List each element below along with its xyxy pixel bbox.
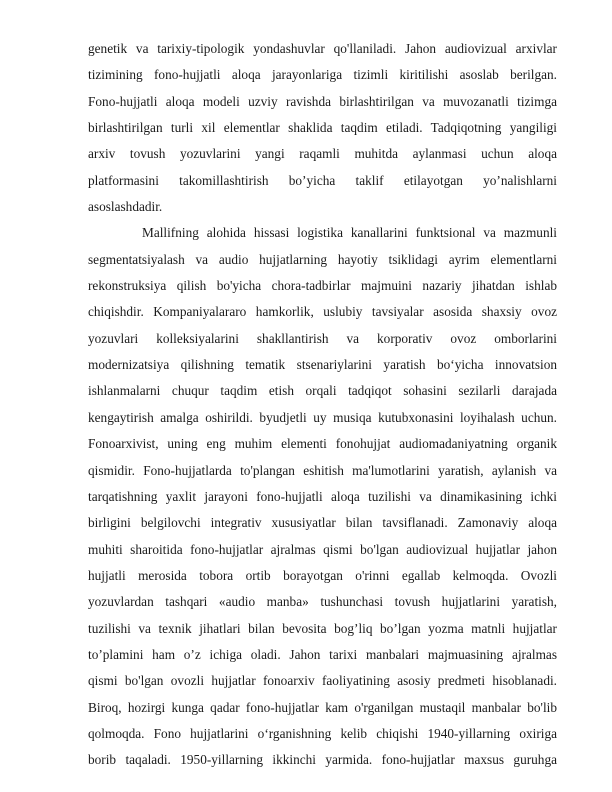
paragraph-1	[88, 36, 557, 220]
paragraph-line: tuzilishi va texnik jihatlari bilan bevosita bog’liq bo’lgan yozma matnli hujjatlar	[88, 620, 557, 636]
paragraph-line: to’plamini ham o’z ichiga oladi. Jahon tarixi manbalari majmuasining ajralmas	[88, 646, 557, 662]
paragraph-line: qolmoqda. Fono hujjatlarini o‘rganishning kelib chiqishi 1940-yillarning oxiriga	[88, 725, 557, 741]
paragraph-line: Mallifning alohida hissasi logistika kanallarini funktsional va mazmunli	[142, 225, 557, 241]
paragraph-line: qismidir. Fono-hujjatlarda to'plangan eshitish ma'lumotlarini yaratish, aylanish va	[88, 462, 557, 478]
paragraph-2	[88, 220, 557, 773]
paragraph-line: tarqatishning yaxlit jarayoni fono-hujjatli aloqa tuzilishi va dinamikasining ichki	[88, 488, 557, 504]
paragraph-line: kengaytirish amalga oshirildi. byudjetli uy musiqa kutubxonasini loyihalash uchun.	[88, 409, 557, 425]
paragraph-line: Biroq, hozirgi kunga qadar fono-hujjatlar kam o'rganilgan mustaqil manbalar bo'lib	[88, 699, 557, 715]
paragraph-line: qismi bo'lgan ovozli hujjatlar fonoarxiv faoliyatining asosiy predmeti hisoblanadi.	[88, 673, 557, 689]
paragraph-line: ishlanmalarni chuqur taqdim etish orqali tadqiqot sohasini sezilarli darajada	[88, 383, 557, 399]
paragraph-line: modernizatsiya qilishning tematik stsenariylarini yaratish bo‘yicha innovatsion	[88, 357, 557, 373]
paragraph-line: birligini belgilovchi integrativ xususiyatlar bilan tavsiflanadi. Zamonaviy aloqa	[88, 515, 557, 531]
paragraph-line: segmentatsiyalash va audio hujjatlarning hayotiy tsiklidagi ayrim elementlarni	[88, 251, 557, 267]
paragraph-line: platformasini takomillashtirish bo’yicha taklif etilayotgan yo’nalishlarni	[88, 172, 557, 188]
paragraph-line: chiqishdir. Kompaniyalararo hamkorlik, uslubiy tavsiyalar asosida shaxsiy ovoz	[88, 304, 557, 320]
paragraph-line: hujjatli merosida tobora ortib borayotgan o'rinni egallab kelmoqda. Ovozli	[88, 567, 557, 583]
paragraph-line: Fono-hujjatli aloqa modeli uzviy ravishda birlashtirilgan va muvozanatli tizimga	[88, 93, 557, 109]
paragraph-line: birlashtirilgan turli xil elementlar shaklida taqdim etiladi. Tadqiqotning yangiligi	[88, 120, 557, 136]
paragraph-line: Fonoarxivist, uning eng muhim elementi fonohujjat audiomadaniyatning organik	[88, 436, 557, 452]
paragraph-line: yozuvlardan tashqari «audio manba» tushunchasi tovush hujjatlarini yaratish,	[88, 594, 557, 610]
paragraph-line: asoslashdadir.	[88, 199, 163, 215]
paragraph-line: arxiv tovush yozuvlarini yangi raqamli muhitda aylanmasi uchun aloqa	[88, 146, 557, 162]
paragraph-line: borib taqaladi. 1950-yillarning ikkinchi yarmida. fono-hujjatlar maxsus guruhga	[88, 752, 557, 768]
paragraph-line: muhiti sharoitida fono-hujjatlar ajralmas qismi bo'lgan audiovizual hujjatlar jahon	[88, 541, 557, 557]
paragraph-line: genetik va tarixiy-tipologik yondashuvlar qo'llaniladi. Jahon audiovizual arxivlar	[88, 41, 557, 56]
document-body	[88, 36, 557, 774]
paragraph-line: yozuvlari kolleksiyalarini shakllantirish va korporativ ovoz omborlarini	[88, 330, 557, 346]
paragraph-line: rekonstruksiya qilish bo'yicha chora-tadbirlar majmuini nazariy jihatdan ishlab	[88, 278, 557, 294]
paragraph-line: tizimining fono-hujjatli aloqa jarayonlariga tizimli kiritilishi asoslab berilgan.	[88, 67, 557, 83]
